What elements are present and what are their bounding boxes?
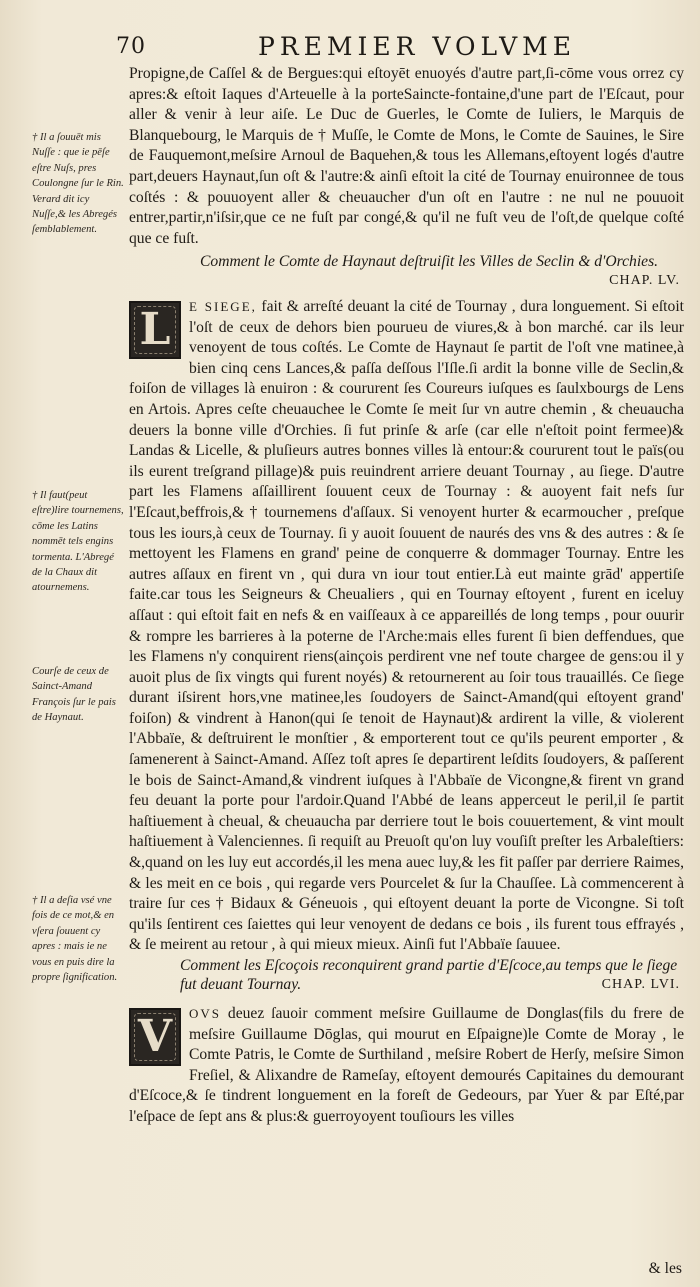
page-header [0, 32, 700, 62]
chapter-56-opening: OVS [189, 1006, 222, 1021]
intro-text: Propigne,de Caſſel & de Bergues:qui eſtoyēt enuoyés d'autre part,ſi-cōme vous orrez cy apres:& eſtoit Iaques d'Arteuelle à la porteSaincte-fontaine,d'une part de l'Eſcaut, pour aller & venir à leur aiſe. Le Duc de Guerles, le Comte de Iuliers, le Marquis de Blanquebourg, le Marquis de † Muſſe, le Comte de Mons, le Comte de Sauines, le Sire de Fauquemont,meſsire Arnoul de Baquehen,& tous les Allemans,eſtoyent logés d'autre part,deuers Haynaut,ſun oſt & l'autre:& ainſi eſtoit la cité de Tournay enuironnee de tous coſtés : & pouuoyent aller & cheuaucher d'un oſt en l'autre : ne nul ne pouuoit entrer,partir,n'iſsir,que ce ne fuſt par congé,& qu'il ne fuſt veu de l'oſt,de quelque coſté que ce fuſt. [129, 65, 684, 247]
chapter-56-body [129, 1004, 684, 1128]
running-title: PREMIER VOLVME [258, 32, 577, 61]
chapter-55-body [129, 297, 684, 956]
margin-note-bidaux: † Il a deſia vsé vne fois de ce mot,& en vſera ſouuent cy apres : mais ie ne vous en puis dire la propre ſignification. [32, 895, 118, 984]
chapter-55-text: E SIEGE, fait & arreſté deuant la cité de Tournay , dura longuement. Si eſtoit l'oſt de ceux de dehors bien pourueu de viures,& à bon marché. car ils leur venoyent de tous coſtés. Le Comte de Haynaut ſe partit de l'oſt vne matinee,à bien cinq cens Lances,& paſſa deſſous l'Iſle.ſi ardit la bonne ville de Seclin,& foiſon de villages là enuiron : & coururent ſes Coureurs iuſques es ſaulxbourgs de Lens en Artois. Apres ceſte cheuauchee le Comte ſe meit ſur vn autre chemin , & cheuaucha deuers la bonne ville d'Orchies. ſi fut prinſe & arſe (car elle n'eſtoit point fermee)& Landas & Licelle, & pluſieurs autres bonnes villes là entour:& coururent tout le païs(ou ils eurent treſgrand pillage)& puis reuindrent arriere deuant Tournay , au ſiege. D'autre part les Flamens aſſaillirent ſouuent ceux de Tournay : & auoyent fait nefs ſur l'Eſcaut,beffrois,& † tournemens d'aſſaux. Si venoyent hurter & ecarmoucher , preſque tous les iours,à ceux de Tournay. ſi y auoit ſouuent de naurés des vns & des autres : & ſe mettoyent les Flamens en grand' peine de conquerre & dommager Tournay. Entre les autres aſſaux en firent vn , qui dura vn iour tout entier.Là eut mainte grād' appertiſe faite.car tous les Seigneurs & Cheualiers , qui en Tournay eſtoyent , furent en iceluy aſſaut : qui eſtoit fait en nefs & en vaiſſeaux à ce appareillés de long temps , pour ouurir & rompre les barrieres à la poterne de l'Arche:mais elles furent ſi bien deffendues, que les Flamens n'y conquirent riens(ainçois perdirent vne nef toute chargee de gens:ou il y auoit plus de ſix vingts qui furent noyés) & retournerent au ſoir tous trauaillés. Ce ſiege durant iſsirent hors,vne matinee,les ſoudoyers de Sainct-Amand(qui eſtoyent grand' foiſon) & vindrent à Hanon(qui ſe tenoit de Haynaut)& ardirent la ville, & violerent l'Abbaïe, & deſtruirent le monſtier , & emporterent tout ce qu'ils peurent emporter , & ſamenerent à Sainct-Amand. Aſſez toſt apres ſe departirent leſdits ſoudoyers, & paſſerent le bois de Sainct-Amand,& vindrent iuſques à l'Abbaïe de Vicongne,& firent vn grand feu deuant la porte pour l'ardoir.Quand l'Abbé de leans apperceut le peril,il ſe partit haſtiuement à cheual, & cheuaucha par derriere tout le bois couuertement, & vint moult haſtiuement à Valenciennes. ſi requiſt au Preuoſt qu'on luy vouſiſt preſter les Arbaleſtiers: &,quand on les luy eut accordés,il les mena auec luy,& les fit paſſer par derriere Raimes, & les meit en ce bois , qui regarde vers Pourcelet & ſur la Chauſſee. Là commencerent à traire ſur ces † Bidaux & Géneuois , qui eſtoyent deuant la porte de Vicongne. Si toſt qu'ils ſentirent ces ſaiettes qui leur venoyent de dedans ce bois , ils furent tous effrayés , & ſe meirent au retour , à qui mieux mieux. Ainſi fut l'Abbaïe ſauuee. [129, 298, 684, 954]
chapter-55-opening: E SIEGE, [189, 299, 257, 314]
margin-note-nusse: † Il a ſouuēt mis Nuſſe : que ie pēſe eſtre Nuſs, pres Coulongne ſur le Rin. Verard dit icy Nuſſe,& les Abregés ſemblablement. [32, 132, 124, 236]
chapter-55-number: CHAP. LV. [609, 273, 680, 288]
intro-paragraph [129, 64, 684, 249]
dropcap-v: V [129, 1008, 181, 1066]
margin-note-tournemens: † Il faut(peut eſtre)lire tournemens, cōme les Latins nommēt tels engins tormenta. L'Abregé de la Chaux dit atournemens. [32, 490, 124, 594]
chapter-55-title: Comment le Comte de Haynaut deſtruiſit les Villes de Seclin & d'Orchies. [200, 253, 659, 270]
chapter-56-number: CHAP. LVI. [601, 977, 680, 992]
dropcap-l: L [129, 301, 181, 359]
chapter-56-heading [180, 956, 680, 994]
margin-note-saint-amand: Courſe de ceux de Sainct-Amand François ſur le pais de Haynaut. [32, 666, 116, 724]
chapter-56-text: OVS deuez ſauoir comment meſsire Guillaume de Donglas(fils du frere de meſsire Guillaume Dōglas, qui mourut en Eſpaigne)le Comte de Moray , le Comte Patris, le Comte de Surthiland , meſsire Robert de Herſy, meſsire Simon Freſiel, & Alixandre de Rameſay, eſtoyent demourés Capitaines du demourant d'Eſcoce,& ſe tindrent longuement en la foreſt de Gedeours, par Yuer & par Eſté,par l'eſpace de ſept ans & plus:& guerroyoyent touſiours les villes [129, 1005, 684, 1125]
catchword: & les [648, 1260, 682, 1277]
page-number: 70 [116, 34, 146, 59]
chapter-55-heading [200, 252, 680, 288]
chapter-56-title: Comment les Eſcoçois reconquirent grand partie d'Eſcoce,au temps que le ſiege fut deuant Tournay. [180, 957, 678, 993]
